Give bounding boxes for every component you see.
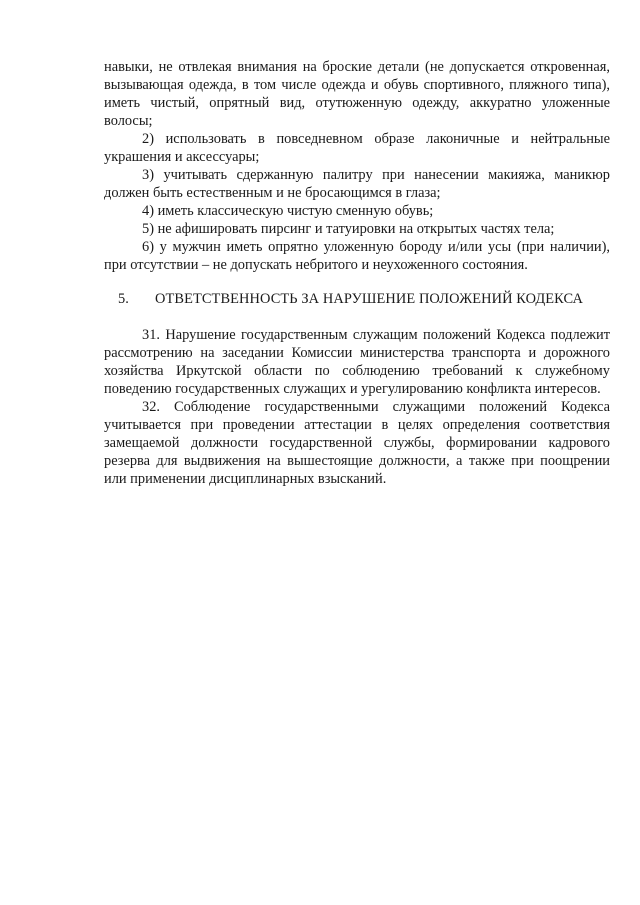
intro-paragraph: навыки, не отвлекая внимания на броские детали (не допускается откровенная, вызывающая одежда, в том числе одежда и обувь спортивного, пляжного типа), иметь чистый, опрятный вид, отутюженную одежду, аккуратно уложенные волосы;: [104, 59, 610, 129]
clause-32: 32. Соблюдение государственными служащими положений Кодекса учитывается при проведении аттестации в целях определения соответствия замещаемой должности государственной службы, формировании кадрового резерва для выдвижения на вышестоящие должности, а также при поощрении или применении дисциплинарных взысканий.: [104, 399, 610, 487]
clause-31: 31. Нарушение государственным служащим положений Кодекса подлежит рассмотрению на заседании Комиссии министерства транспорта и дорожного хозяйства Иркутской области по соблюдению требований к служебному поведению государственных служащих и урегулированию конфликта интересов.: [104, 327, 610, 397]
list-item: 5) не афишировать пирсинг и татуировки на открытых частях тела;: [142, 221, 555, 237]
section-title: ОТВЕТСТВЕННОСТЬ ЗА НАРУШЕНИЕ ПОЛОЖЕНИЙ КОДЕКСА: [155, 291, 583, 307]
list-item: 4) иметь классическую чистую сменную обувь;: [142, 203, 434, 219]
section-number: 5.: [118, 291, 129, 307]
list-item: 6) у мужчин иметь опрятно уложенную бороду и/или усы (при наличии), при отсутствии – не допускать небритого и неухоженного состояния.: [104, 239, 610, 273]
appearance-requirements-list: [104, 130, 610, 274]
section-heading: [104, 290, 610, 308]
document-body: [104, 58, 610, 488]
list-item: 3) учитывать сдержанную палитру при нанесении макияжа, маникюр должен быть естественным и не бросающимся в глаза;: [104, 167, 610, 201]
list-item: 2) использовать в повседневном образе лаконичные и нейтральные украшения и аксессуары;: [104, 131, 610, 165]
